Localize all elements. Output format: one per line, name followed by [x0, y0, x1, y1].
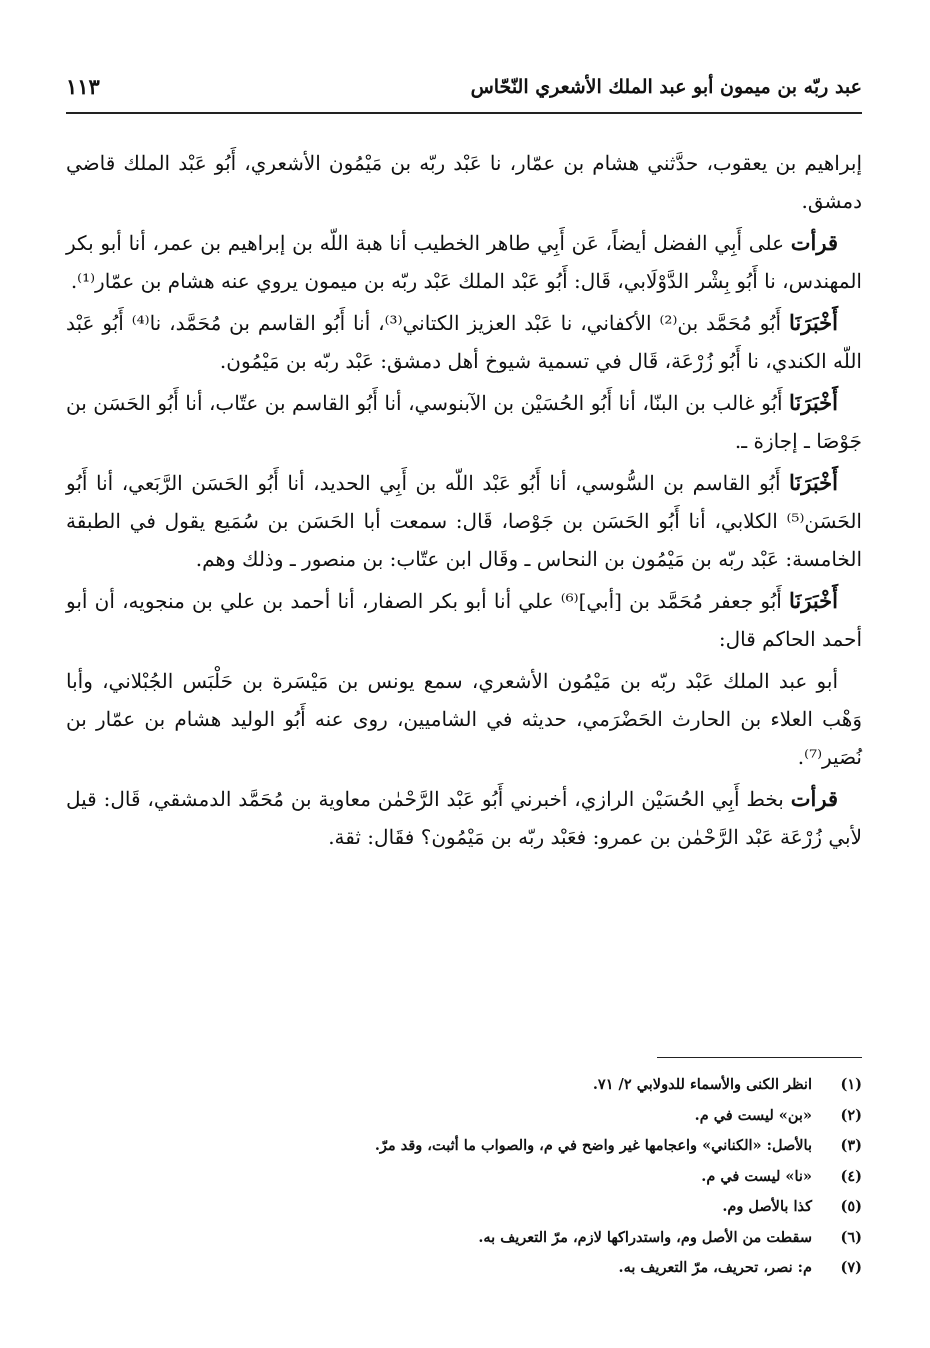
footnote-number: (٤): [840, 1167, 862, 1185]
footnote-text: سقطت من الأصل وم، واستدراكها لازم، مرّ التعريف به.: [478, 1228, 812, 1246]
paragraph: [66, 662, 862, 776]
footnote-number: (٥): [840, 1198, 862, 1215]
main-text: [66, 144, 862, 860]
paragraph: [66, 384, 862, 460]
footnote: [66, 1192, 862, 1223]
footnote: [66, 1131, 862, 1162]
paragraph-text: أبو عبد الملك عَبْد ربّه بن مَيْمُون الأشعري، سمع يونس بن مَيْسَرة بن حَلْبَس الجُبْلاني، وأبا وَهْب العلاء بن الحارث الحَضْرَمي، حديثه في الشاميين، روى عنه أَبُو الوليد هشام بن عمّار بن نُصَير⁽⁷⁾.: [66, 669, 863, 769]
paragraph: [66, 780, 862, 856]
footnote-divider: [657, 1057, 862, 1058]
book-page: [66, 62, 862, 1322]
paragraph: [66, 464, 862, 578]
footnote-number: (٢): [840, 1106, 862, 1124]
footnote-number: (٦): [840, 1228, 862, 1246]
footnote: [66, 1162, 862, 1193]
paragraph-text: أَبُو مُحَمَّد بن⁽²⁾ الأكفاني، نا عَبْد العزيز الكتاني⁽³⁾، أنا أَبُو القاسم بن مُحَمَّد، نا⁽⁴⁾ أَبُو عَبْد اللّه الكندي، نا أَبُو زُرْعَة، قَال في تسمية شيوخ أهل دمشق: عَبْد ربّه بن مَيْمُون.: [66, 311, 862, 373]
paragraph: [66, 144, 862, 220]
paragraph-text: بخط أَبِي الحُسَيْن الرازي، أخبرني أَبُو عَبْد الرَّحْمٰن معاوية بن مُحَمَّد الدمشقي، قَال: قيل لأبي زُرْعَة عَبْد الرَّحْمٰن بن عمرو: فعَبْد ربّه بن مَيْمُون؟ فقَال: ثقة.: [66, 787, 862, 849]
paragraph-lead: أَخْبَرَنَا: [789, 470, 838, 495]
footnote-text: «بن» ليست في م.: [694, 1106, 812, 1124]
page-number: ١١٣: [66, 74, 100, 99]
paragraph-text: إبراهيم بن يعقوب، حدَّثني هشام بن عمّار، نا عَبْد ربّه بن مَيْمُون الأشعري، أَبُو عَبْد الملك قاضي دمشق.: [66, 151, 862, 213]
paragraph-text: أَبُو جعفر مُحَمَّد بن [أبي]⁽⁶⁾ علي أنا أبو بكر الصفار، أنا أحمد بن علي بن منجويه، أن أبو أحمد الحاكم قال:: [66, 589, 862, 651]
footnote: [66, 1223, 862, 1254]
paragraph: [66, 582, 862, 658]
paragraph-lead: أَخْبَرَنَا: [789, 390, 838, 415]
footnote-number: (٧): [840, 1259, 862, 1276]
footnote: [66, 1101, 862, 1132]
paragraph-lead: قرأت: [790, 786, 838, 811]
footnote: [66, 1253, 862, 1284]
footnote-text: م: نصر، تحريف، مرّ التعريف به.: [618, 1259, 812, 1276]
running-title: عبد ربّه بن ميمون أبو عبد الملك الأشعري النّحّاس: [470, 76, 862, 98]
footnote-number: (١): [840, 1076, 862, 1093]
paragraph-text: على أَبِي الفضل أيضاً، عَن أَبِي طاهر الخطيب أنا هبة اللّه بن إبراهيم بن عمر، أنا أبو بكر المهندس، نا أَبُو بِشْر الدَّوْلَابي، قَال: أَبُو عَبْد الملك عَبْد ربّه بن ميمون يروي عنه هشام بن عمّار⁽¹⁾.: [66, 231, 862, 293]
paragraph-text: أَبُو القاسم بن السُّوسي، أنا أَبُو عَبْد اللّه بن أَبِي الحديد، أنا أَبُو الحَسَن الرَّبَعي، أنا أَبُو الحَسَن⁽⁵⁾ الكلابي، أنا أَبُو الحَسَن بن جَوْصا، قَال: سمعت أبا الحَسَن بن سُمَيع يقول في الطبقة الخامسة: عَبْد ربّه بن مَيْمُون بن النحاس ـ وقَال ابن عتّاب: بن منصور ـ وذلك وهم.: [66, 471, 862, 571]
page-header: [66, 72, 862, 114]
footnote-number: (٣): [840, 1137, 862, 1154]
footnotes: [66, 1057, 862, 1284]
paragraph-lead: قرأت: [790, 230, 838, 255]
paragraph: [66, 224, 862, 300]
footnote-text: «نا» ليست في م.: [701, 1167, 812, 1185]
footnote: [66, 1070, 862, 1101]
paragraph-lead: أَخْبَرَنَا: [789, 310, 838, 335]
footnote-text: بالأصل: «الكناني» واعجامها غير واضح في م، والصواب ما أثبت، وقد مرّ.: [374, 1137, 812, 1154]
footnote-text: انظر الكنى والأسماء للدولابي ٢/ ٧١.: [592, 1076, 812, 1093]
footnote-text: كذا بالأصل وم.: [722, 1198, 812, 1215]
paragraph: [66, 304, 862, 380]
paragraph-text: أَبُو غالب بن البنّا، أنا أَبُو الحُسَيْن بن الآبنوسي، أنا أَبُو القاسم بن عتّاب، أنا أَبُو الحَسَن بن جَوْصَا ـ إجازة ـ.: [66, 391, 862, 453]
paragraph-lead: أَخْبَرَنَا: [789, 588, 838, 613]
